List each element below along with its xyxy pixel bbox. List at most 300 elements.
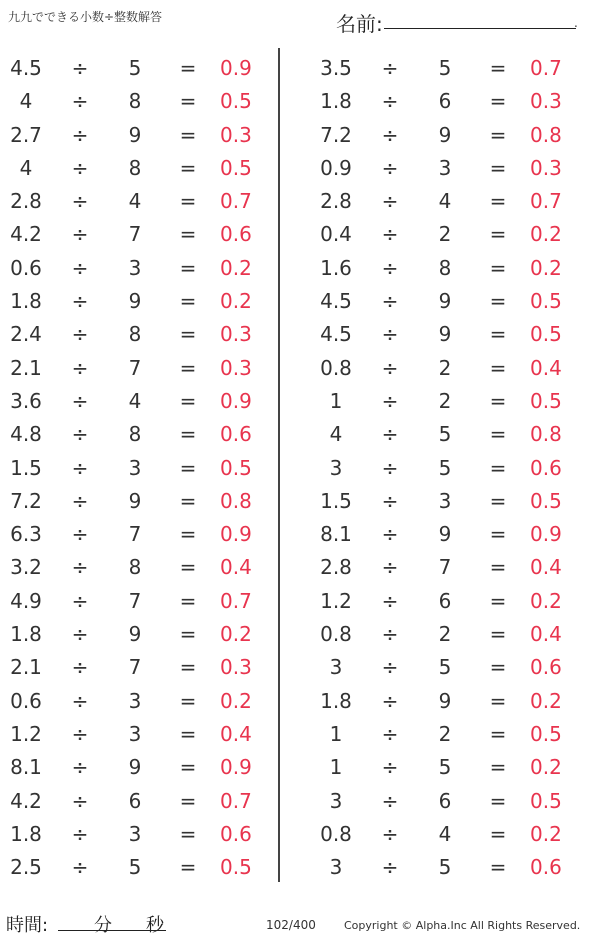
divide-sign: ÷ bbox=[71, 588, 89, 613]
dividend: 0.9 bbox=[320, 155, 352, 180]
equals-sign: = bbox=[489, 788, 507, 813]
answer: 0.4 bbox=[220, 555, 252, 580]
divisor: 5 bbox=[438, 655, 452, 680]
answer: 0.2 bbox=[220, 688, 252, 713]
answer: 0.5 bbox=[530, 388, 562, 413]
dividend: 8.1 bbox=[320, 522, 352, 547]
divide-sign: ÷ bbox=[381, 622, 399, 647]
equals-sign: = bbox=[489, 322, 507, 347]
answer: 0.5 bbox=[220, 455, 252, 480]
problem-row bbox=[310, 816, 580, 849]
divisor: 2 bbox=[438, 388, 452, 413]
divisor: 4 bbox=[128, 189, 142, 214]
dividend: 4.2 bbox=[10, 788, 42, 813]
answer: 0.7 bbox=[220, 588, 252, 613]
answer: 0.5 bbox=[530, 788, 562, 813]
problem-row bbox=[310, 150, 580, 183]
divisor: 6 bbox=[438, 588, 452, 613]
equals-sign: = bbox=[179, 189, 197, 214]
divisor: 8 bbox=[128, 555, 142, 580]
answer: 0.4 bbox=[220, 721, 252, 746]
problem-row bbox=[0, 216, 270, 249]
equals-sign: = bbox=[489, 855, 507, 880]
dividend: 2.5 bbox=[10, 855, 42, 880]
problem-row bbox=[0, 549, 270, 582]
dividend: 3 bbox=[329, 455, 343, 480]
dividend: 3.2 bbox=[10, 555, 42, 580]
problem-row bbox=[0, 683, 270, 716]
problem-row bbox=[0, 583, 270, 616]
divisor: 9 bbox=[438, 122, 452, 147]
answer: 0.2 bbox=[220, 289, 252, 314]
divisor: 3 bbox=[128, 688, 142, 713]
divide-sign: ÷ bbox=[71, 122, 89, 147]
dividend: 1.2 bbox=[320, 588, 352, 613]
dividend: 0.8 bbox=[320, 355, 352, 380]
column-divider bbox=[278, 48, 280, 882]
problem-row bbox=[310, 383, 580, 416]
problem-row bbox=[310, 117, 580, 150]
equals-sign: = bbox=[489, 755, 507, 780]
equals-sign: = bbox=[179, 721, 197, 746]
answer: 0.3 bbox=[220, 122, 252, 147]
divide-sign: ÷ bbox=[71, 655, 89, 680]
answer: 0.6 bbox=[530, 855, 562, 880]
divide-sign: ÷ bbox=[71, 155, 89, 180]
problem-row bbox=[0, 316, 270, 349]
divide-sign: ÷ bbox=[381, 555, 399, 580]
divide-sign: ÷ bbox=[381, 289, 399, 314]
divide-sign: ÷ bbox=[381, 155, 399, 180]
equals-sign: = bbox=[179, 522, 197, 547]
problem-row bbox=[310, 683, 580, 716]
divisor: 7 bbox=[128, 355, 142, 380]
divisor: 7 bbox=[128, 655, 142, 680]
dividend: 0.6 bbox=[10, 255, 42, 280]
equals-sign: = bbox=[489, 655, 507, 680]
problem-row bbox=[310, 849, 580, 882]
divide-sign: ÷ bbox=[381, 222, 399, 247]
problem-row bbox=[310, 649, 580, 682]
equals-sign: = bbox=[489, 555, 507, 580]
divisor: 3 bbox=[128, 255, 142, 280]
answer: 0.5 bbox=[220, 155, 252, 180]
divide-sign: ÷ bbox=[381, 322, 399, 347]
divide-sign: ÷ bbox=[71, 755, 89, 780]
answer: 0.2 bbox=[530, 222, 562, 247]
equals-sign: = bbox=[179, 122, 197, 147]
divisor: 6 bbox=[438, 89, 452, 114]
dividend: 1 bbox=[329, 755, 343, 780]
divide-sign: ÷ bbox=[71, 89, 89, 114]
problem-row bbox=[310, 450, 580, 483]
problem-row bbox=[0, 516, 270, 549]
equals-sign: = bbox=[179, 622, 197, 647]
equals-sign: = bbox=[179, 89, 197, 114]
dividend: 1.5 bbox=[320, 488, 352, 513]
divisor: 7 bbox=[128, 522, 142, 547]
divide-sign: ÷ bbox=[71, 488, 89, 513]
answer: 0.9 bbox=[220, 755, 252, 780]
equals-sign: = bbox=[179, 255, 197, 280]
dividend: 4 bbox=[19, 89, 33, 114]
divisor: 9 bbox=[438, 289, 452, 314]
equals-sign: = bbox=[179, 422, 197, 447]
equals-sign: = bbox=[179, 755, 197, 780]
problem-row bbox=[0, 50, 270, 83]
divide-sign: ÷ bbox=[71, 455, 89, 480]
problem-row bbox=[310, 50, 580, 83]
dividend: 6.3 bbox=[10, 522, 42, 547]
divisor: 4 bbox=[438, 189, 452, 214]
dividend: 2.1 bbox=[10, 655, 42, 680]
divisor: 4 bbox=[438, 821, 452, 846]
answer: 0.9 bbox=[530, 522, 562, 547]
answer: 0.2 bbox=[530, 688, 562, 713]
dividend: 2.4 bbox=[10, 322, 42, 347]
divide-sign: ÷ bbox=[71, 56, 89, 80]
answer: 0.3 bbox=[220, 322, 252, 347]
equals-sign: = bbox=[179, 655, 197, 680]
equals-sign: = bbox=[489, 89, 507, 114]
divisor: 9 bbox=[128, 488, 142, 513]
divide-sign: ÷ bbox=[381, 588, 399, 613]
problem-row bbox=[0, 716, 270, 749]
answer: 0.8 bbox=[530, 422, 562, 447]
name-label: 名前: bbox=[336, 12, 383, 36]
name-dot: . bbox=[574, 16, 578, 30]
divide-sign: ÷ bbox=[381, 189, 399, 214]
divisor: 9 bbox=[128, 289, 142, 314]
divide-sign: ÷ bbox=[71, 189, 89, 214]
equals-sign: = bbox=[179, 155, 197, 180]
dividend: 1 bbox=[329, 721, 343, 746]
divide-sign: ÷ bbox=[71, 289, 89, 314]
dividend: 4.5 bbox=[10, 56, 42, 80]
equals-sign: = bbox=[489, 289, 507, 314]
divisor: 3 bbox=[128, 455, 142, 480]
divide-sign: ÷ bbox=[71, 555, 89, 580]
divide-sign: ÷ bbox=[381, 422, 399, 447]
divide-sign: ÷ bbox=[71, 322, 89, 347]
worksheet-title: 九九でできる小数÷整数解答 bbox=[8, 10, 163, 24]
problem-row bbox=[310, 716, 580, 749]
divide-sign: ÷ bbox=[381, 688, 399, 713]
dividend: 1.2 bbox=[10, 721, 42, 746]
divisor: 9 bbox=[128, 755, 142, 780]
divisor: 9 bbox=[438, 322, 452, 347]
right-problem-column bbox=[310, 50, 580, 882]
answer: 0.8 bbox=[220, 488, 252, 513]
divide-sign: ÷ bbox=[71, 522, 89, 547]
divisor: 8 bbox=[128, 155, 142, 180]
problem-row bbox=[0, 83, 270, 116]
divide-sign: ÷ bbox=[381, 122, 399, 147]
minutes-label: 分 bbox=[94, 915, 112, 936]
dividend: 1 bbox=[329, 388, 343, 413]
equals-sign: = bbox=[489, 355, 507, 380]
dividend: 0.8 bbox=[320, 821, 352, 846]
answer: 0.5 bbox=[530, 721, 562, 746]
divisor: 9 bbox=[438, 522, 452, 547]
divisor: 5 bbox=[438, 56, 452, 80]
dividend: 4.5 bbox=[320, 322, 352, 347]
equals-sign: = bbox=[179, 355, 197, 380]
dividend: 7.2 bbox=[10, 488, 42, 513]
equals-sign: = bbox=[179, 788, 197, 813]
answer: 0.2 bbox=[530, 821, 562, 846]
dividend: 2.8 bbox=[320, 189, 352, 214]
answer: 0.7 bbox=[220, 788, 252, 813]
problem-row bbox=[0, 849, 270, 882]
problem-row bbox=[310, 616, 580, 649]
answer: 0.3 bbox=[530, 155, 562, 180]
divisor: 2 bbox=[438, 355, 452, 380]
problem-row bbox=[0, 749, 270, 782]
problem-row bbox=[0, 616, 270, 649]
answer: 0.4 bbox=[530, 355, 562, 380]
dividend: 2.1 bbox=[10, 355, 42, 380]
divide-sign: ÷ bbox=[381, 788, 399, 813]
answer: 0.5 bbox=[220, 855, 252, 880]
problem-row bbox=[0, 416, 270, 449]
dividend: 4.2 bbox=[10, 222, 42, 247]
divide-sign: ÷ bbox=[71, 721, 89, 746]
answer: 0.2 bbox=[530, 255, 562, 280]
divisor: 5 bbox=[438, 855, 452, 880]
page-number: 102/400 bbox=[266, 918, 316, 932]
divisor: 7 bbox=[128, 588, 142, 613]
divisor: 4 bbox=[128, 388, 142, 413]
problem-row bbox=[0, 150, 270, 183]
problem-row bbox=[310, 749, 580, 782]
answer: 0.5 bbox=[530, 488, 562, 513]
divide-sign: ÷ bbox=[381, 721, 399, 746]
dividend: 1.5 bbox=[10, 455, 42, 480]
problem-row bbox=[0, 483, 270, 516]
dividend: 1.8 bbox=[10, 622, 42, 647]
problem-row bbox=[0, 783, 270, 816]
problem-row bbox=[310, 250, 580, 283]
divide-sign: ÷ bbox=[381, 255, 399, 280]
dividend: 3 bbox=[329, 655, 343, 680]
divide-sign: ÷ bbox=[71, 255, 89, 280]
dividend: 3 bbox=[329, 788, 343, 813]
equals-sign: = bbox=[489, 488, 507, 513]
answer: 0.5 bbox=[530, 289, 562, 314]
problem-row bbox=[310, 549, 580, 582]
divisor: 7 bbox=[128, 222, 142, 247]
dividend: 8.1 bbox=[10, 755, 42, 780]
divisor: 8 bbox=[128, 89, 142, 114]
dividend: 3 bbox=[329, 855, 343, 880]
divide-sign: ÷ bbox=[381, 855, 399, 880]
divisor: 3 bbox=[438, 155, 452, 180]
divisor: 3 bbox=[128, 721, 142, 746]
divisor: 7 bbox=[438, 555, 452, 580]
equals-sign: = bbox=[489, 588, 507, 613]
equals-sign: = bbox=[179, 555, 197, 580]
left-problem-column bbox=[0, 50, 270, 882]
divisor: 9 bbox=[128, 622, 142, 647]
answer: 0.6 bbox=[220, 422, 252, 447]
divisor: 8 bbox=[128, 322, 142, 347]
equals-sign: = bbox=[489, 155, 507, 180]
divisor: 3 bbox=[128, 821, 142, 846]
divide-sign: ÷ bbox=[381, 56, 399, 80]
divide-sign: ÷ bbox=[71, 355, 89, 380]
equals-sign: = bbox=[489, 388, 507, 413]
dividend: 7.2 bbox=[320, 122, 352, 147]
divisor: 9 bbox=[438, 688, 452, 713]
equals-sign: = bbox=[179, 855, 197, 880]
divide-sign: ÷ bbox=[381, 488, 399, 513]
answer: 0.9 bbox=[220, 522, 252, 547]
dividend: 4.9 bbox=[10, 588, 42, 613]
problem-row bbox=[0, 649, 270, 682]
problem-row bbox=[310, 216, 580, 249]
answer: 0.2 bbox=[220, 255, 252, 280]
divisor: 3 bbox=[438, 488, 452, 513]
divide-sign: ÷ bbox=[381, 821, 399, 846]
equals-sign: = bbox=[179, 688, 197, 713]
problem-row bbox=[310, 483, 580, 516]
answer: 0.3 bbox=[530, 89, 562, 114]
equals-sign: = bbox=[179, 488, 197, 513]
equals-sign: = bbox=[489, 688, 507, 713]
dividend: 2.8 bbox=[320, 555, 352, 580]
problem-row bbox=[0, 117, 270, 150]
divide-sign: ÷ bbox=[381, 655, 399, 680]
name-underline bbox=[384, 28, 576, 29]
divide-sign: ÷ bbox=[71, 788, 89, 813]
divisor: 5 bbox=[128, 855, 142, 880]
divisor: 2 bbox=[438, 622, 452, 647]
answer: 0.5 bbox=[220, 89, 252, 114]
dividend: 1.8 bbox=[320, 89, 352, 114]
divide-sign: ÷ bbox=[71, 855, 89, 880]
equals-sign: = bbox=[489, 222, 507, 247]
dividend: 4.5 bbox=[320, 289, 352, 314]
problem-row bbox=[310, 183, 580, 216]
answer: 0.6 bbox=[530, 455, 562, 480]
problem-row bbox=[310, 83, 580, 116]
answer: 0.9 bbox=[220, 56, 252, 80]
answer: 0.5 bbox=[530, 322, 562, 347]
divide-sign: ÷ bbox=[381, 388, 399, 413]
divisor: 5 bbox=[438, 422, 452, 447]
divide-sign: ÷ bbox=[381, 755, 399, 780]
copyright: Copyright © Alpha.Inc All Rights Reserved. bbox=[344, 919, 581, 932]
equals-sign: = bbox=[489, 422, 507, 447]
divisor: 5 bbox=[128, 56, 142, 80]
equals-sign: = bbox=[489, 56, 507, 80]
divide-sign: ÷ bbox=[71, 222, 89, 247]
dividend: 4.8 bbox=[10, 422, 42, 447]
equals-sign: = bbox=[179, 289, 197, 314]
divide-sign: ÷ bbox=[71, 821, 89, 846]
answer: 0.2 bbox=[530, 755, 562, 780]
equals-sign: = bbox=[179, 56, 197, 80]
equals-sign: = bbox=[179, 388, 197, 413]
equals-sign: = bbox=[179, 222, 197, 247]
problem-row bbox=[310, 350, 580, 383]
equals-sign: = bbox=[179, 455, 197, 480]
equals-sign: = bbox=[489, 622, 507, 647]
equals-sign: = bbox=[489, 255, 507, 280]
problem-row bbox=[0, 183, 270, 216]
answer: 0.6 bbox=[220, 821, 252, 846]
dividend: 2.8 bbox=[10, 189, 42, 214]
problem-row bbox=[0, 350, 270, 383]
equals-sign: = bbox=[489, 122, 507, 147]
equals-sign: = bbox=[489, 189, 507, 214]
problem-row bbox=[310, 283, 580, 316]
equals-sign: = bbox=[179, 821, 197, 846]
answer: 0.4 bbox=[530, 555, 562, 580]
answer: 0.3 bbox=[220, 655, 252, 680]
problem-row bbox=[0, 816, 270, 849]
divisor: 2 bbox=[438, 222, 452, 247]
dividend: 0.8 bbox=[320, 622, 352, 647]
divide-sign: ÷ bbox=[381, 455, 399, 480]
answer: 0.8 bbox=[530, 122, 562, 147]
divide-sign: ÷ bbox=[71, 422, 89, 447]
dividend: 3.5 bbox=[320, 56, 352, 80]
equals-sign: = bbox=[489, 821, 507, 846]
answer: 0.9 bbox=[220, 388, 252, 413]
divisor: 9 bbox=[128, 122, 142, 147]
divide-sign: ÷ bbox=[381, 522, 399, 547]
answer: 0.4 bbox=[530, 622, 562, 647]
answer: 0.3 bbox=[220, 355, 252, 380]
answer: 0.2 bbox=[220, 622, 252, 647]
answer: 0.7 bbox=[220, 189, 252, 214]
problem-row bbox=[310, 316, 580, 349]
problem-row bbox=[310, 416, 580, 449]
problem-row bbox=[0, 283, 270, 316]
dividend: 1.8 bbox=[10, 289, 42, 314]
divisor: 6 bbox=[438, 788, 452, 813]
divide-sign: ÷ bbox=[71, 388, 89, 413]
seconds-label: 秒 bbox=[146, 915, 164, 936]
problem-row bbox=[310, 583, 580, 616]
dividend: 1.6 bbox=[320, 255, 352, 280]
dividend: 1.8 bbox=[10, 821, 42, 846]
dividend: 0.6 bbox=[10, 688, 42, 713]
time-label: 時間: bbox=[6, 915, 49, 936]
divisor: 8 bbox=[438, 255, 452, 280]
answer: 0.7 bbox=[530, 56, 562, 80]
equals-sign: = bbox=[179, 588, 197, 613]
divisor: 8 bbox=[128, 422, 142, 447]
equals-sign: = bbox=[489, 455, 507, 480]
divisor: 5 bbox=[438, 755, 452, 780]
dividend: 4 bbox=[19, 155, 33, 180]
dividend: 3.6 bbox=[10, 388, 42, 413]
equals-sign: = bbox=[489, 721, 507, 746]
problem-row bbox=[310, 783, 580, 816]
answer: 0.6 bbox=[530, 655, 562, 680]
answer: 0.6 bbox=[220, 222, 252, 247]
equals-sign: = bbox=[489, 522, 507, 547]
problem-row bbox=[0, 450, 270, 483]
divide-sign: ÷ bbox=[381, 355, 399, 380]
divide-sign: ÷ bbox=[71, 622, 89, 647]
dividend: 1.8 bbox=[320, 688, 352, 713]
dividend: 4 bbox=[329, 422, 343, 447]
problem-row bbox=[310, 516, 580, 549]
